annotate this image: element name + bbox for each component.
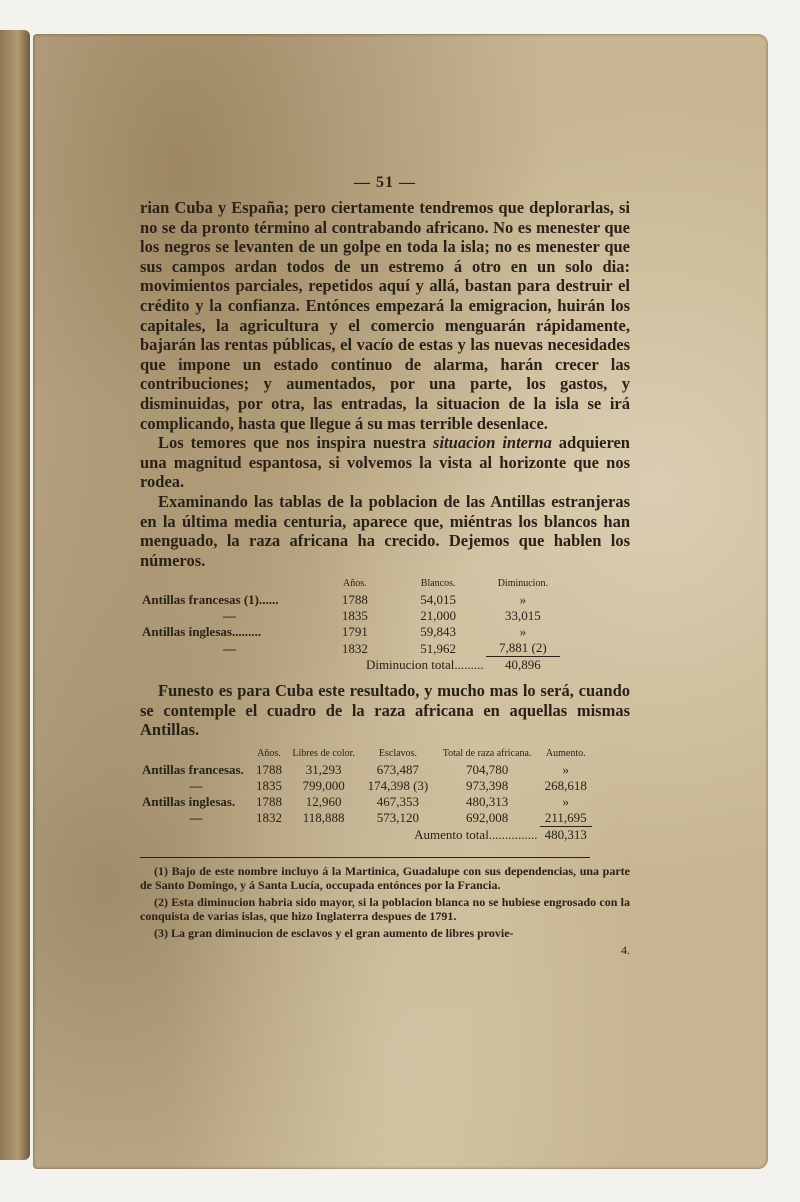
- row-label: —: [189, 810, 203, 826]
- cell-value: 799,000: [302, 778, 345, 794]
- cell-value: 692,008: [465, 810, 509, 826]
- paragraph-2: [140, 433, 630, 492]
- cell-value: 174,398 (3): [367, 778, 429, 794]
- white-population-table: [140, 576, 560, 673]
- col-header-aumento: Aumento.: [545, 748, 586, 760]
- cell-value: 211,695: [544, 810, 587, 826]
- row-label: Antillas inglesas.........: [142, 624, 262, 640]
- cell-value: 480,313: [465, 794, 509, 810]
- cell-value: 118,888: [302, 810, 345, 826]
- paragraph-4: Funesto es para Cuba este resultado, y mucho mas lo será, cuando se contemple el cuadro de la raza africana en aquellas mismas Antillas.: [140, 681, 630, 740]
- table-row: [140, 592, 560, 608]
- col-header-esclavos: Esclavos.: [378, 748, 417, 760]
- cell-value: 673,487: [376, 762, 420, 778]
- cell-value: 12,960: [305, 794, 342, 810]
- row-label: —: [189, 778, 203, 794]
- table-header-row: [140, 576, 560, 592]
- col-header-anos: Años.: [343, 578, 367, 590]
- col-header-blancos: Blancos.: [420, 578, 456, 590]
- cell-year: 1791: [341, 624, 368, 640]
- cell-value: 973,398: [465, 778, 509, 794]
- cell-value: »: [519, 592, 527, 608]
- row-label: Antillas francesas.: [142, 762, 244, 778]
- cell-year: 1788: [255, 762, 282, 778]
- facing-page-edge: [0, 30, 30, 1160]
- cell-value: 467,353: [376, 794, 420, 810]
- cell-value: 51,962: [420, 640, 457, 656]
- paragraph-3: Examinando las tablas de la poblacion de las Antillas estranjeras en la última media centuria, aparece que, miéntras los blancos han menguado, la raza africana ha crecido. Dejemos que hablen los números.: [140, 491, 630, 570]
- paragraph-2-text-a: Los temores que nos inspira nuestra: [158, 433, 434, 453]
- signature-mark: 4.: [621, 943, 630, 958]
- footnote-2: (2) Esta diminucion habria sido mayor, si la poblacion blanca no se hubiese engrosado con la conquista de varias islas, que hizo Inglaterra despues de 1791.: [140, 895, 630, 924]
- page-content: [140, 174, 630, 958]
- col-header-diminucion: Diminucion.: [497, 578, 548, 590]
- total-label: Aumento total...............: [414, 826, 538, 842]
- total-value: 40,896: [486, 657, 560, 674]
- cell-value: 704,780: [465, 762, 509, 778]
- table-header-row: [140, 746, 592, 762]
- table-row: [140, 810, 592, 827]
- paragraph-2-italic: situacion interna: [433, 433, 552, 453]
- col-header-total: Total de raza africana.: [442, 748, 532, 760]
- row-label: —: [223, 640, 236, 656]
- cell-year: 1788: [341, 592, 368, 608]
- table-row: [140, 762, 592, 778]
- book-page: [33, 34, 768, 1169]
- total-label: Diminucion total.........: [365, 657, 484, 673]
- col-header-libres: Libres de color.: [292, 748, 355, 760]
- cell-value: 33,015: [504, 608, 541, 624]
- table-row: [140, 794, 592, 810]
- row-label: Antillas inglesas.: [142, 794, 236, 810]
- total-value: 480,313: [540, 827, 592, 844]
- table-row: [140, 624, 560, 640]
- paragraph-2-text-b: adquieren una magnitud espantosa, si volvemos la vista al horizonte que nos rodea.: [140, 433, 630, 492]
- row-label: Antillas francesas (1)......: [142, 592, 279, 608]
- page-number: — 51 —: [354, 174, 416, 191]
- paragraph-1: rian Cuba y España; pero ciertamente tendremos que deplorarlas, si no se da pronto término al contrabando africano. No es menester que los negros se levanten de un golpe en toda la isla; no es menester que sus campos ardan todos de un estremo á otro en un solo dia: movimientos parciales, repetidos aquí y allá, bastan para destruir el crédito y la confianza. Entónces empezará la emigracion, huirán los capitales, la agricultura y el comercio menguarán rápidamente, bajarán las rentas públicas, el vacío de estas y las nuevas necesidades que impone un estado continuo de alarma, harán crecer las contribuciones; y aumentados, por una parte, los gastos, y disminuidas, por otra, las entradas, la situacion de la isla se irá complicando, hasta que llegue á su mas terrible desenlace.: [140, 198, 630, 433]
- cell-value: »: [562, 762, 570, 778]
- cell-value: 54,015: [420, 592, 457, 608]
- cell-year: 1835: [255, 778, 282, 794]
- african-population-table: [140, 746, 592, 843]
- cell-value: 21,000: [420, 608, 457, 624]
- cell-year: 1832: [255, 810, 282, 826]
- cell-year: 1788: [255, 794, 282, 810]
- cell-value: »: [562, 794, 570, 810]
- cell-value: 31,293: [305, 762, 342, 778]
- total-row: [140, 827, 592, 844]
- cell-value: 7,881 (2): [498, 640, 547, 656]
- footnote-divider: [140, 857, 590, 858]
- table-row: [140, 608, 560, 624]
- row-label: —: [223, 608, 236, 624]
- table-row: [140, 778, 592, 794]
- footnote-1: (1) Bajo de este nombre incluyo á la Martinica, Guadalupe con sus dependencias, una parte de Santo Domingo, y á Santa Lucía, occupada entónces por la Francia.: [140, 864, 630, 893]
- cell-value: 573,120: [376, 810, 420, 826]
- footnote-3: (3) La gran diminucion de esclavos y el gran aumento de libres provie-: [154, 926, 514, 941]
- col-header-anos: Años.: [257, 748, 281, 760]
- total-row: [140, 657, 560, 674]
- table-row: [140, 640, 560, 657]
- cell-year: 1835: [341, 608, 368, 624]
- cell-value: 268,618: [544, 778, 587, 794]
- cell-value: 59,843: [420, 624, 457, 640]
- cell-year: 1832: [341, 640, 368, 656]
- cell-value: »: [519, 624, 527, 640]
